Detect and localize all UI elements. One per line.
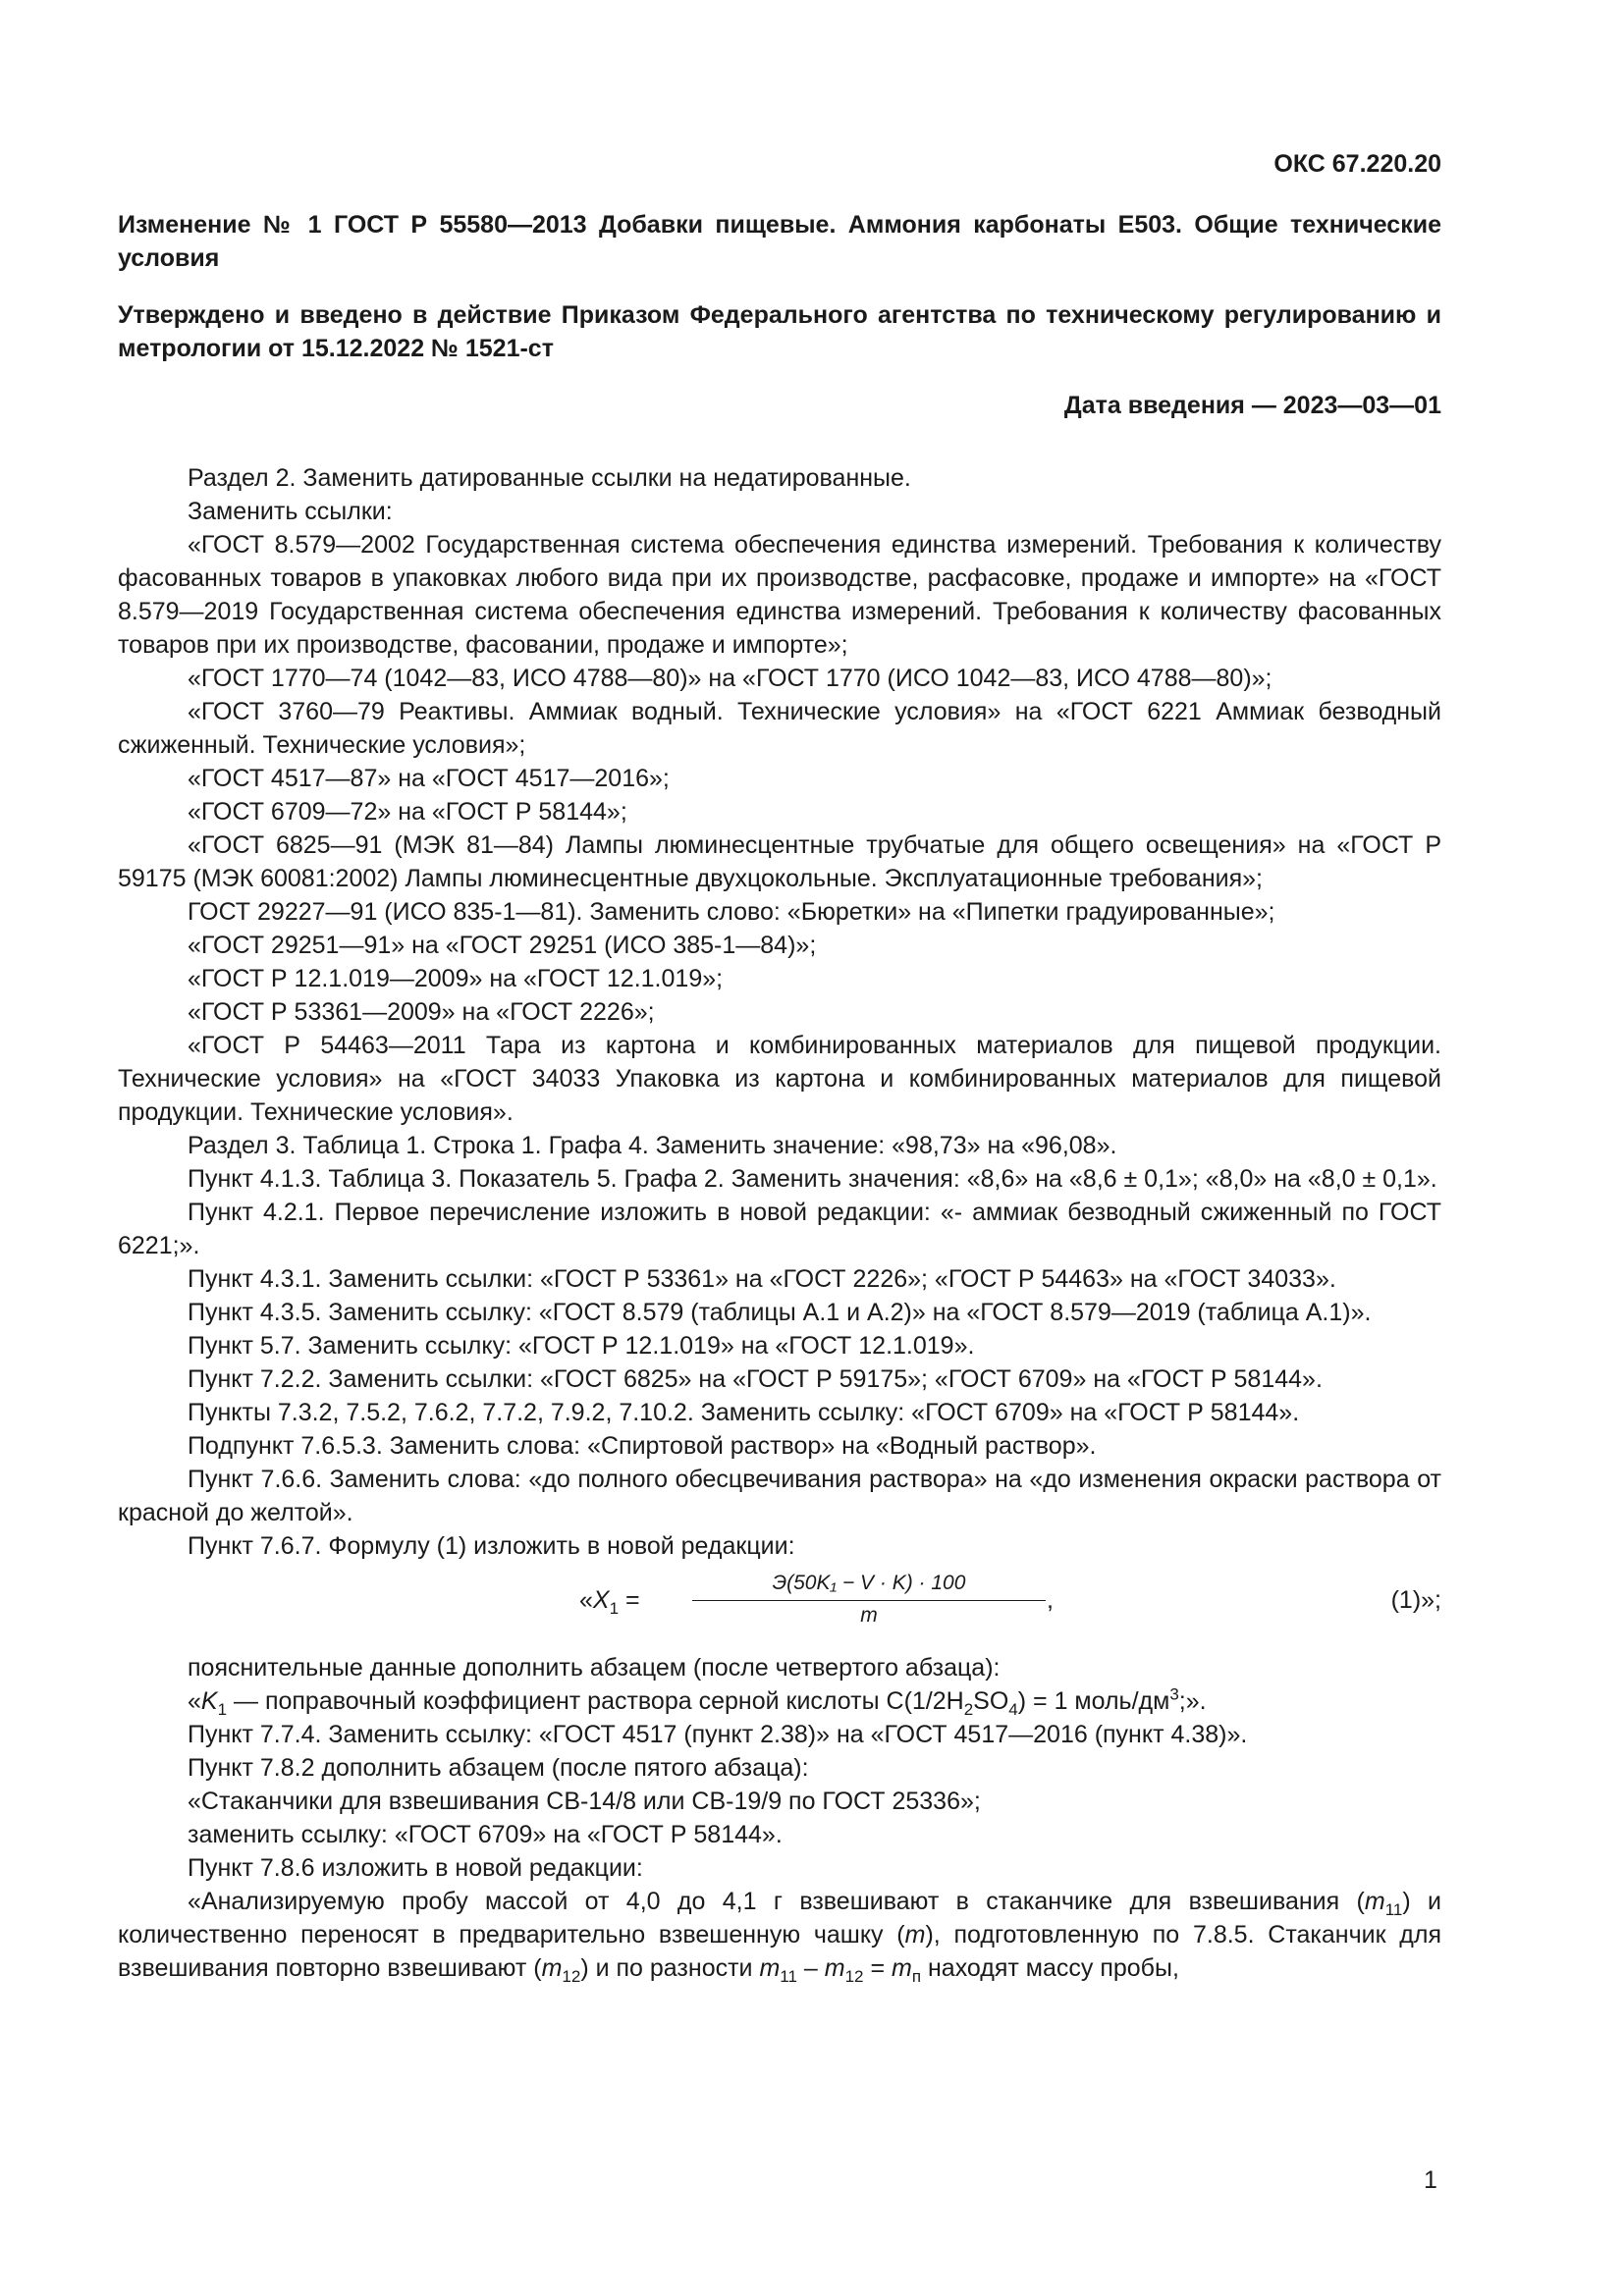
- formula-1: [118, 1569, 1441, 1639]
- paragraph-k1-definition: «$K_1$ — поправочный коэффициент раствора серной кислоты $С(1/2H_2SO_4) = 1$ моль/$дм^3$;».: [188, 1684, 1207, 1719]
- paragraph: Пункт 4.2.1. Первое перечисление изложить в новой редакции: «- аммиак безводный сжиженный по ГОСТ 6221;».: [118, 1199, 1441, 1259]
- paragraph: «ГОСТ 3760—79 Реактивы. Аммиак водный. Технические условия» на «ГОСТ 6221 Аммиак безводный сжиженный. Технические условия»;: [118, 698, 1441, 759]
- paragraph: Раздел 3. Таблица 1. Строка 1. Графа 4. Заменить значение: «98,73» на «96,08».: [188, 1132, 1117, 1159]
- paragraph-sample-mass: «Анализируемую пробу массой от 4,0 до 4,1 г взвешивают в стаканчике для взвешивания $(m_{11})$ и количественно переносят в предварительно взвешенную чашку (m), подготовленную по 7.8.5. Стаканчик для взвешивания повторно взвешивают $(m_{12})$ и по разности $m_{11} - m_{12} = m_п$ находят массу пробы,: [118, 1888, 1441, 1986]
- formula-denominator: m: [860, 1604, 878, 1627]
- paragraph: заменить ссылку: «ГОСТ 6709» на «ГОСТ Р 58144».: [188, 1821, 783, 1848]
- paragraph: Пункт 7.6.6. Заменить слова: «до полного обесцвечивания раствора» на «до изменения окраски раствора от красной до желтой».: [118, 1466, 1441, 1526]
- paragraph: Подпункт 7.6.5.3. Заменить слова: «Спиртовой раствор» на «Водный раствор».: [188, 1432, 1097, 1460]
- paragraph: «ГОСТ 8.579—2002 Государственная система обеспечения единства измерений. Требования к количеству фасованных товаров в упаковках любого вида при их производстве, расфасовке, продаже и импорте» на «ГОСТ 8.579—2019 Государственная система обеспечения единства измерений. Требования к количеству фасованных товаров при их производстве, фасовании, продаже и импорте»;: [118, 531, 1441, 659]
- paragraph: «ГОСТ Р 53361—2009» на «ГОСТ 2226»;: [188, 998, 655, 1026]
- formula-lhs: «$X_1$ =: [579, 1586, 640, 1618]
- paragraph: Пункт 4.3.1. Заменить ссылки: «ГОСТ Р 53361» на «ГОСТ 2226»; «ГОСТ Р 54463» на «ГОСТ 34033».: [188, 1265, 1336, 1293]
- document-body: [118, 461, 1441, 1985]
- paragraph: ГОСТ 29227—91 (ИСО 835-1—81). Заменить слово: «Бюретки» на «Пипетки градуированные»;: [188, 898, 1275, 926]
- formula-numerator: Э(50K₁ − V · K) · 100: [692, 1569, 1046, 1601]
- effective-date: Дата введения — 2023—03—01: [1063, 392, 1441, 419]
- paragraph: «ГОСТ Р 12.1.019—2009» на «ГОСТ 12.1.019»;: [188, 965, 724, 992]
- approval-statement: Утверждено и введено в действие Приказом Федерального агентства по техническому регулированию и метрологии от 15.12.2022 № 1521-ст: [118, 301, 1441, 362]
- paragraph: «Стаканчики для взвешивания СВ-14/8 или СВ-19/9 по ГОСТ 25336»;: [188, 1788, 981, 1815]
- page-number: 1: [1424, 2166, 1437, 2194]
- oks-code: ОКС 67.220.20: [1273, 150, 1441, 178]
- paragraph: «ГОСТ 29251—91» на «ГОСТ 29251 (ИСО 385-1—84)»;: [188, 932, 817, 959]
- paragraph: Пункты 7.3.2, 7.5.2, 7.6.2, 7.7.2, 7.9.2, 7.10.2. Заменить ссылку: «ГОСТ 6709» на «ГОСТ Р 58144».: [188, 1399, 1300, 1426]
- paragraph: «ГОСТ 6825—91 (МЭК 81—84) Лампы люминесцентные трубчатые для общего освещения» на «ГОСТ Р 59175 (МЭК 60081:2002) Лампы люминесцентные двухцокольные. Эксплуатационные требования»;: [118, 831, 1441, 892]
- paragraph: «ГОСТ 1770—74 (1042—83, ИСО 4788—80)» на «ГОСТ 1770 (ИСО 1042—83, ИСО 4788—80)»;: [188, 665, 1272, 692]
- formula-fraction: [692, 1569, 1046, 1630]
- paragraph: Раздел 2. Заменить датированные ссылки на недатированные.: [188, 464, 911, 492]
- paragraph: «ГОСТ Р 54463—2011 Тара из картона и комбинированных материалов для пищевой продукции. Технические условия» на «ГОСТ 34033 Упаковка из картона и комбинированных материалов для пищевой продукции. Технические условия».: [118, 1032, 1441, 1126]
- paragraph: Пункт 4.1.3. Таблица 3. Показатель 5. Графа 2. Заменить значения: «8,6» на «8,6 ± 0,1»; «8,0» на «8,0 ± 0,1».: [188, 1165, 1437, 1193]
- paragraph: Пункт 7.2.2. Заменить ссылки: «ГОСТ 6825» на «ГОСТ Р 59175»; «ГОСТ 6709» на «ГОСТ Р 58144».: [188, 1365, 1323, 1393]
- formula-number: (1)»;: [1390, 1586, 1441, 1614]
- paragraph: Пункт 7.8.6 изложить в новой редакции:: [188, 1854, 643, 1882]
- paragraph: Заменить ссылки:: [188, 498, 393, 525]
- paragraph: «ГОСТ 4517—87» на «ГОСТ 4517—2016»;: [188, 765, 670, 792]
- paragraph: Пункт 4.3.5. Заменить ссылку: «ГОСТ 8.579 (таблицы А.1 и А.2)» на «ГОСТ 8.579—2019 (таблица А.1)».: [188, 1299, 1372, 1326]
- paragraph: Пункт 7.8.2 дополнить абзацем (после пятого абзаца):: [188, 1754, 809, 1782]
- paragraph: Пункт 5.7. Заменить ссылку: «ГОСТ Р 12.1.019» на «ГОСТ 12.1.019».: [188, 1332, 975, 1360]
- paragraph: «ГОСТ 6709—72» на «ГОСТ Р 58144»;: [188, 798, 627, 826]
- paragraph: пояснительные данные дополнить абзацем (после четвертого абзаца):: [188, 1654, 1001, 1682]
- paragraph: Пункт 7.6.7. Формулу (1) изложить в новой редакции:: [188, 1532, 795, 1560]
- formula-comma: ,: [1047, 1586, 1054, 1614]
- document-page: [118, 147, 1441, 1985]
- amendment-title: Изменение № 1 ГОСТ Р 55580—2013 Добавки пищевые. Аммония карбонаты Е503. Общие технические условия: [118, 211, 1441, 272]
- paragraph: Пункт 7.7.4. Заменить ссылку: «ГОСТ 4517 (пункт 2.38)» на «ГОСТ 4517—2016 (пункт 4.38)».: [188, 1721, 1248, 1748]
